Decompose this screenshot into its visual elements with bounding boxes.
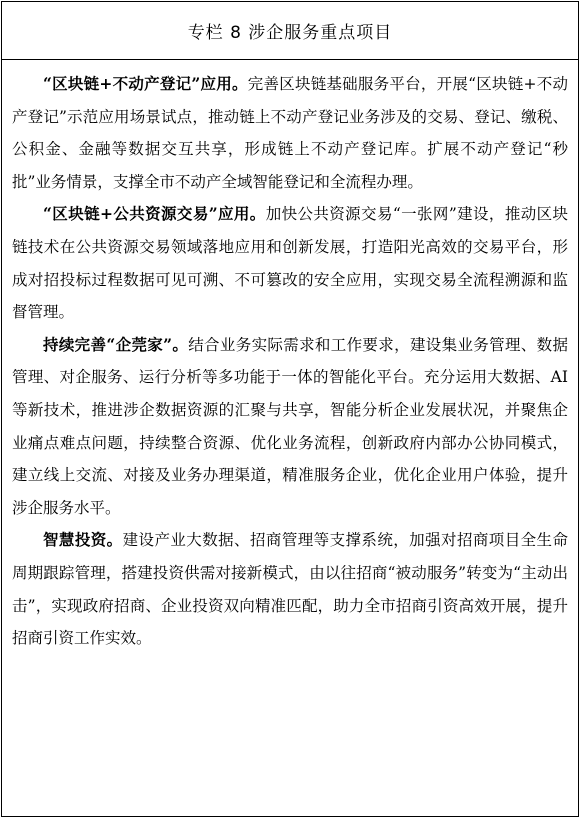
paragraph-heading: 持续完善“企莞家”。 <box>43 334 189 354</box>
paragraph-heading: 智慧投资。 <box>43 530 123 550</box>
box-title: 专栏 8 涉企服务重点项目 <box>2 2 578 60</box>
paragraph-smart-investment <box>12 524 568 654</box>
paragraph-blockchain-real-estate <box>12 68 568 198</box>
paragraph-body: 结合业务实际需求和工作要求，建设集业务管理、数据管理、对企服务、运行分析等多功能于一体的智能化平台。充分运用大数据、AI等新技术，推进涉企数据资源的汇聚与共享，智能分析企业发展状况，并聚焦企业痛点难点问题，持续整合资源、优化业务流程，创新政府内部办公协同模式，建立线上交流、对接及业务办理渠道，精准服务企业，优化企业用户体验，提升涉企服务水平。 <box>12 335 568 517</box>
paragraph-heading: “区块链+不动产登记”应用。 <box>43 74 248 93</box>
box-content <box>2 60 578 655</box>
paragraph-heading: “区块链+公共资源交易”应用。 <box>43 204 266 224</box>
paragraph-body: 建设产业大数据、招商管理等支撑系统，加强对招商项目全生命周期跟踪管理，搭建投资供需对接新模式，由以往招商“被动服务”转变为“主动出击”，实现政府招商、企业投资双向精准匹配，助力全市招商引资高效开展，提升招商引资工作实效。 <box>12 531 568 648</box>
paragraph-body: 加快公共资源交易“一张网”建设，推动区块链技术在公共资源交易领域落地应用和创新发展，打造阳光高效的交易平台，形成对招投标过程数据可见可溯、不可篡改的安全应用，实现交易全流程溯源和监督管理。 <box>12 205 568 322</box>
paragraph-qiguanjia <box>12 329 568 525</box>
paragraph-blockchain-public-resource <box>12 198 568 328</box>
column-box <box>1 1 579 817</box>
paragraph-body: 完善区块链基础服务平台，开展“区块链+不动产登记”示范应用场景试点，推动链上不动产登记业务涉及的交易、登记、缴税、公积金、金融等数据交互共享，形成链上不动产登记库。扩展不动产登记“秒批”业务情景，支撑全市不动产全域智能登记和全流程办理。 <box>12 75 568 191</box>
